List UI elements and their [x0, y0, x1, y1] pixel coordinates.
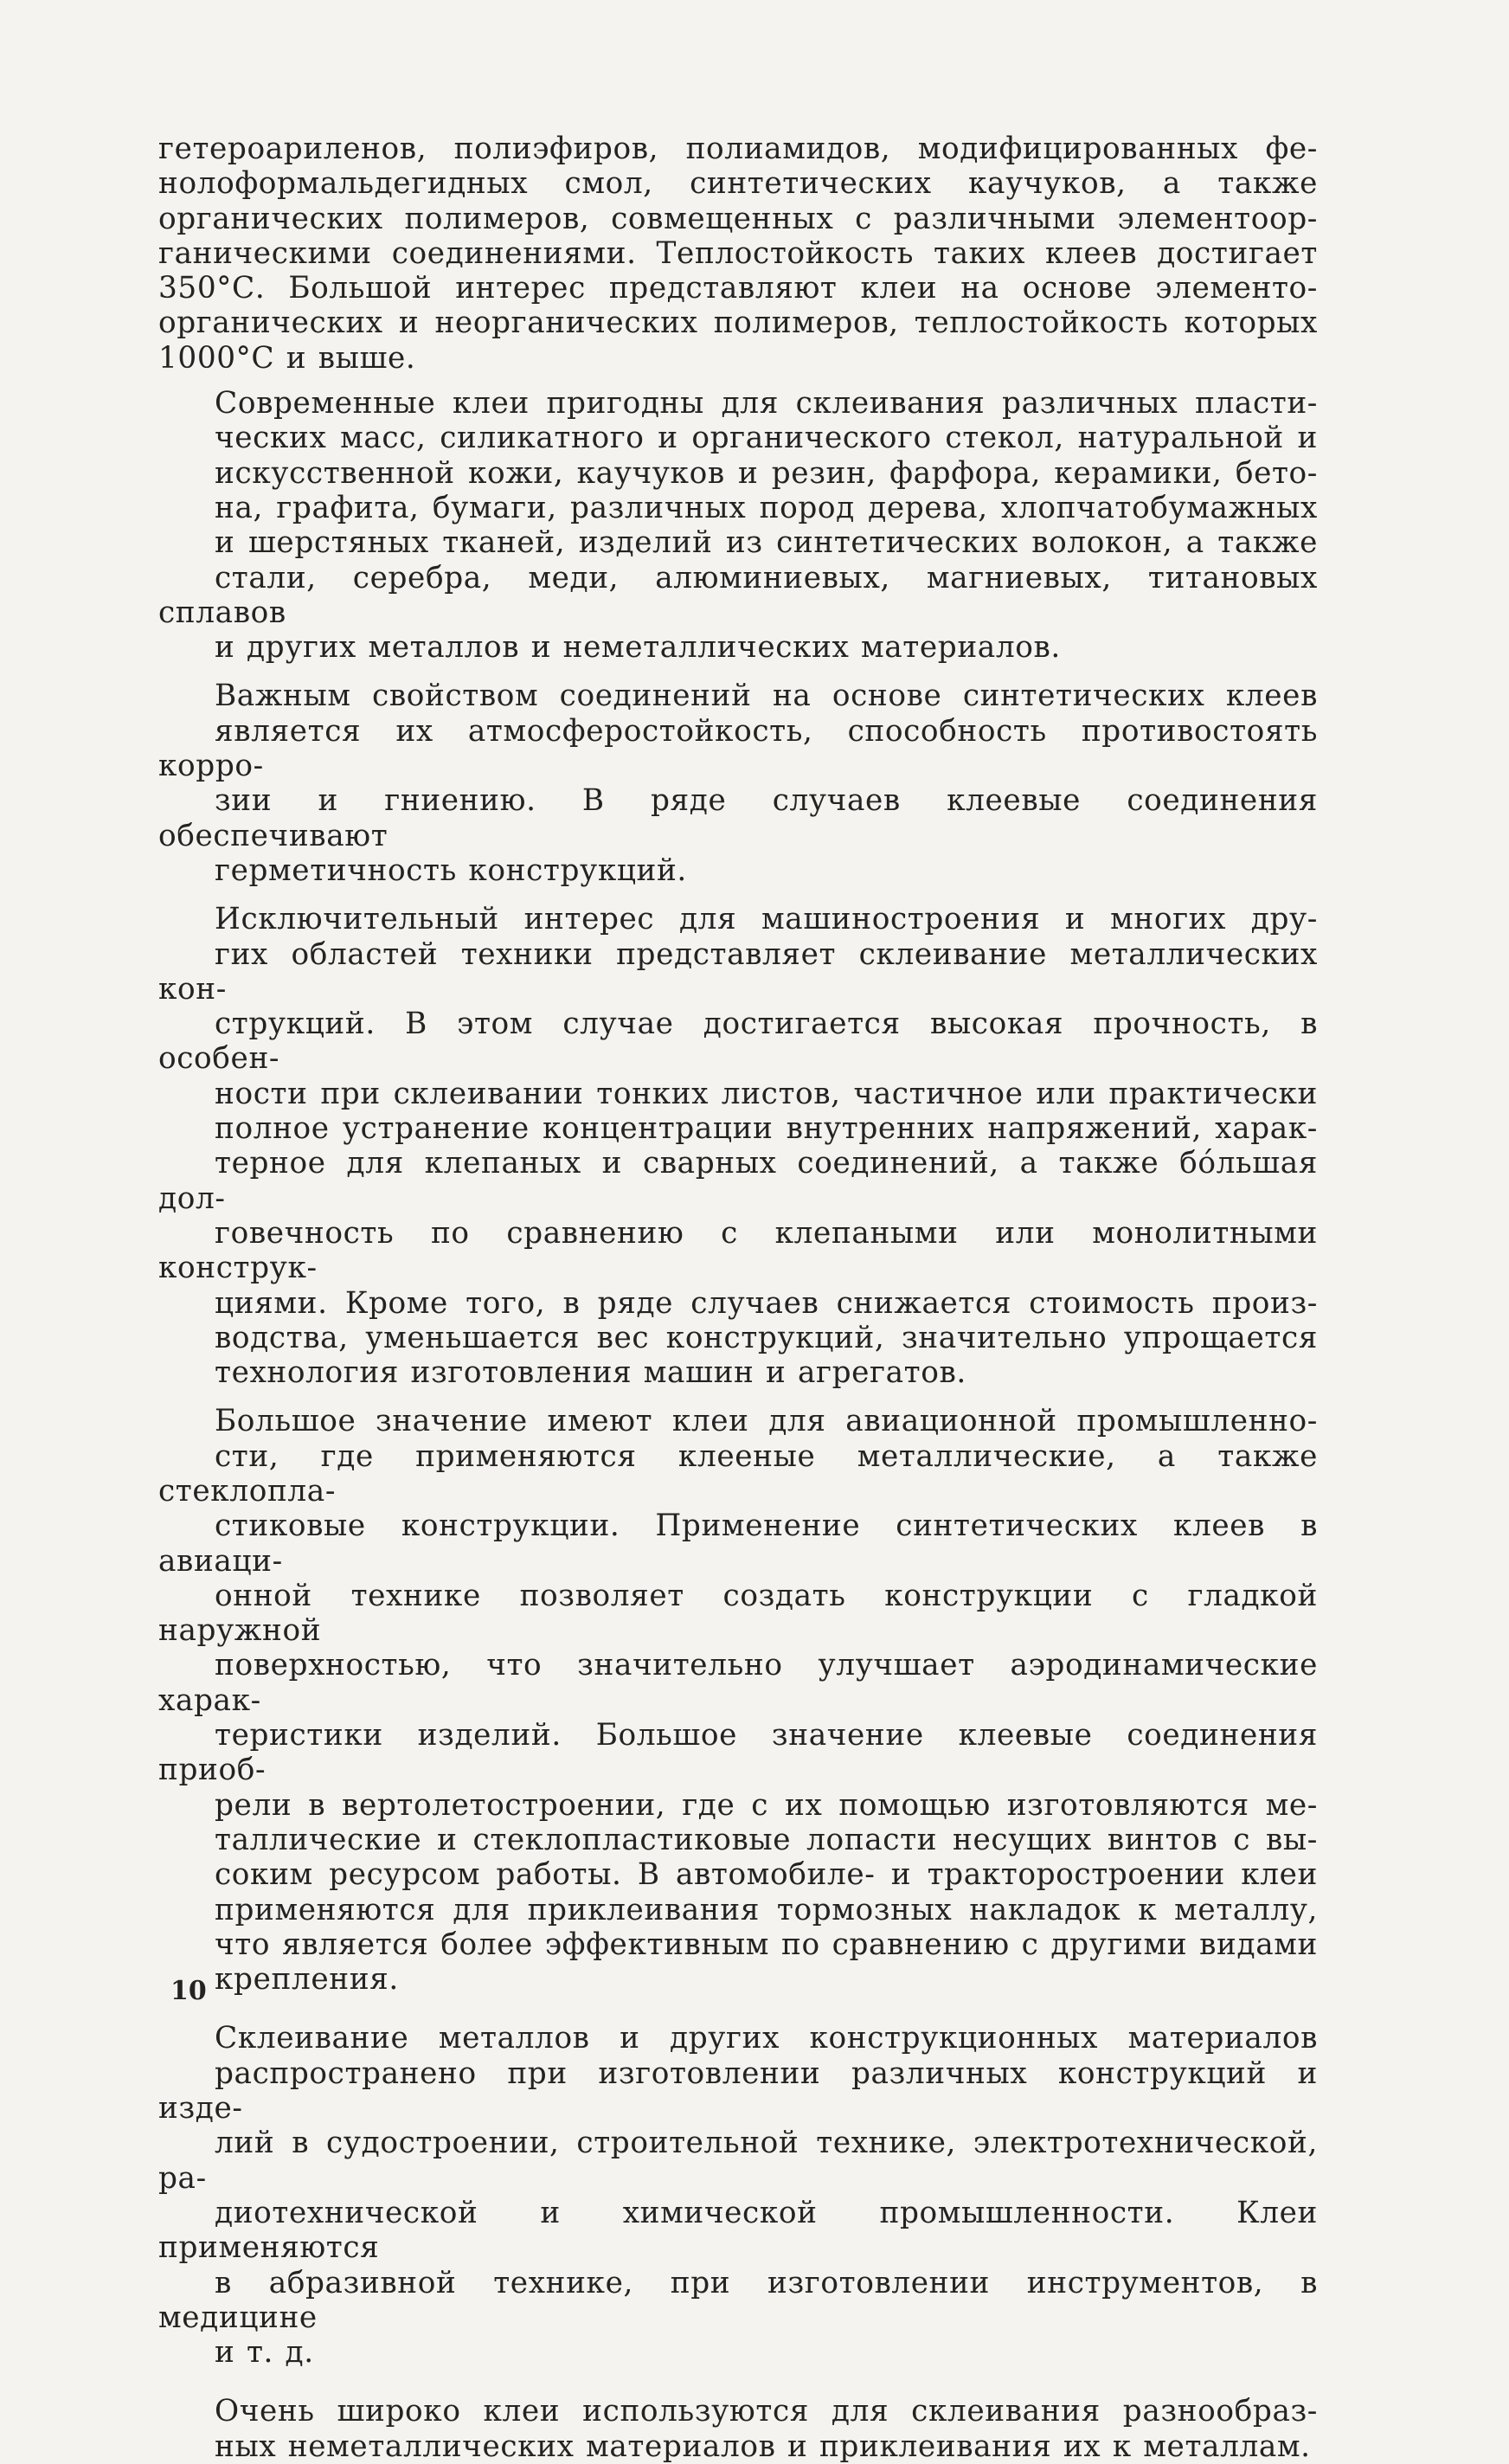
paragraph-5	[158, 1404, 1318, 1997]
text-line: теристики изделий. Большое значение клеевые соединения приоб-	[158, 1718, 1318, 1788]
text-line: гетероариленов, полиэфиров, полиамидов, модифицированных фе-	[158, 132, 1318, 166]
text-line: Современные клеи пригодны для склеивания различных пласти-	[215, 386, 1318, 421]
text-line: гих областей техники представляет склеивание металлических кон-	[158, 936, 1318, 1007]
text-line: ганическими соединениями. Теплостойкость таких клеев достигает	[158, 235, 1318, 271]
text-line: Очень широко клеи используются для склеивания разнообраз-	[215, 2394, 1318, 2429]
text-line: Исключительный интерес для машиностроения и многих дру-	[215, 902, 1318, 937]
text-line: в абразивной технике, при изготовлении инструментов, в медицине	[158, 2265, 1318, 2335]
paragraph-7	[158, 2394, 1318, 2464]
text-line: сти, где применяются клееные металлические, а также стеклопла-	[158, 1438, 1318, 1509]
text-line: таллические и стеклопластиковые лопасти несущих винтов с вы-	[215, 1822, 1318, 1857]
text-line: циями. Кроме того, в ряде случаев снижается стоимость произ-	[215, 1285, 1318, 1321]
text-line: ности при склеивании тонких листов, частичное или практически	[215, 1076, 1318, 1111]
text-line: ных неметаллических материалов и приклеивания их к металлам.	[215, 2429, 1311, 2464]
text-line: говечность по сравнению с клепаными или монолитными конструк-	[158, 1215, 1318, 1286]
text-line: стиковые конструкции. Применение синтетических клеев в авиаци-	[158, 1509, 1318, 1579]
text-line: и шерстяных тканей, изделий из синтетических волокон, а также	[215, 525, 1318, 561]
page-number: 10	[170, 1976, 207, 2006]
text-line: лий в судостроении, строительной технике, электротехнической, ра-	[158, 2126, 1318, 2196]
text-line: Большое значение имеют клеи для авиационной промышленно-	[215, 1404, 1318, 1439]
text-line: терное для клепаных и сварных соединений, а также бо́льшая дол-	[158, 1146, 1318, 1216]
text-line: нолоформальдегидных смол, синтетических каучуков, а также	[158, 166, 1318, 202]
text-line: водства, уменьшается вес конструкций, значительно упрощается	[215, 1320, 1318, 1355]
text-line: ческих масс, силикатного и органического стекол, натуральной и	[215, 421, 1318, 456]
text-line: и других металлов и неметаллических материалов.	[215, 630, 1061, 666]
text-line: органических полимеров, совмещенных с различными элементоор-	[158, 201, 1318, 236]
page-body	[158, 132, 1318, 2464]
text-line: рели в вертолетостроении, где с их помощью изготовляются ме-	[215, 1787, 1318, 1823]
text-line: на, графита, бумаги, различных пород дерева, хлопчатобумажных	[215, 490, 1318, 525]
text-line: Важным свойством соединений на основе синтетических клеев	[215, 679, 1318, 714]
paragraph-4	[158, 902, 1318, 1390]
paragraph-3	[158, 679, 1318, 888]
text-line: струкций. В этом случае достигается высокая прочность, в особен-	[158, 1007, 1318, 1077]
text-line: диотехнической и химической промышленности. Клеи применяются	[158, 2195, 1318, 2266]
text-line: онной технике позволяет создать конструкции с гладкой наружной	[158, 1578, 1318, 1649]
text-line: искусственной кожи, каучуков и резин, фарфора, керамики, бето-	[215, 455, 1318, 491]
text-line: герметичность конструкций.	[215, 852, 687, 888]
paragraph-6	[158, 2021, 1318, 2370]
text-line: крепления.	[215, 1962, 399, 1998]
text-line: что является более эффективным по сравнению с другими видами	[215, 1927, 1318, 1962]
text-line: органических и неорганических полимеров, теплостойкость которых	[158, 306, 1318, 341]
text-line: полное устранение концентрации внутренних напряжений, харак-	[215, 1111, 1318, 1147]
text-line: 1000°С и выше.	[158, 340, 416, 376]
text-line: соким ресурсом работы. В автомобиле- и тракторостроении клеи	[215, 1857, 1318, 1893]
text-line: 350°С. Большой интерес представляют клеи на основе элементо-	[158, 271, 1318, 306]
text-line: зии и гниению. В ряде случаев клеевые соединения обеспечивают	[158, 783, 1318, 853]
text-line: применяются для приклеивания тормозных накладок к металлу,	[215, 1892, 1318, 1927]
text-line: технология изготовления машин и агрегатов.	[215, 1355, 966, 1391]
paragraph-2	[158, 386, 1318, 665]
text-line: является их атмосферостойкость, способность противостоять корро-	[158, 713, 1318, 784]
text-line: Склеивание металлов и других конструкционных материалов	[215, 2021, 1318, 2056]
text-line: и т. д.	[215, 2335, 314, 2371]
text-line: распространено при изготовлении различных конструкций и изде-	[158, 2055, 1318, 2126]
text-line: стали, серебра, меди, алюминиевых, магниевых, титановых сплавов	[158, 560, 1318, 630]
text-line: поверхностью, что значительно улучшает аэродинамические харак-	[158, 1648, 1318, 1718]
paragraph-1	[158, 132, 1318, 376]
